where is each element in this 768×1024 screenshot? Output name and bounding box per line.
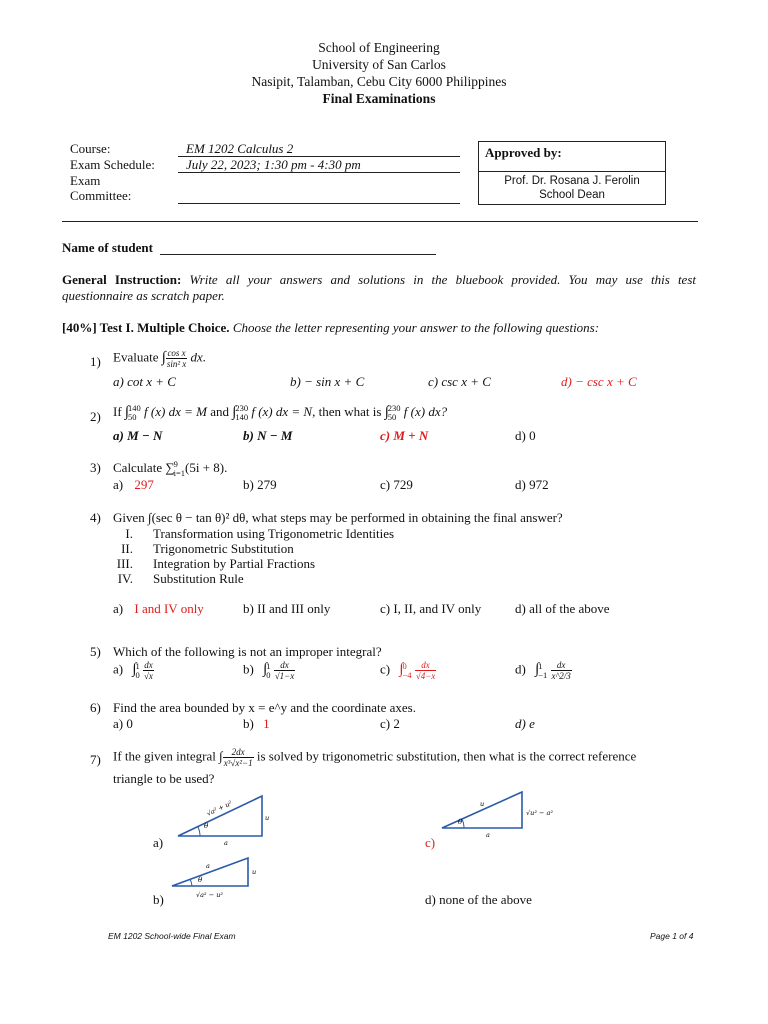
q2-option-a: a) M − N xyxy=(113,428,163,443)
committee-underline xyxy=(178,203,460,204)
q4-item-3-text: Integration by Partial Fractions xyxy=(153,556,316,571)
q7-option-c: c) xyxy=(425,835,436,850)
integral-sign: ∫ xyxy=(232,404,237,420)
option-label: d) xyxy=(515,661,526,677)
q7-integrand xyxy=(223,747,254,768)
tri-b-side: u xyxy=(252,868,257,876)
integral-sign: ∫ xyxy=(535,661,540,678)
tri-b-angle: θ xyxy=(198,876,203,884)
q2-option-d: d) 0 xyxy=(515,428,536,443)
angle-arc xyxy=(198,827,200,836)
dean-role: School Dean xyxy=(539,189,605,201)
q6-option-d: d) e xyxy=(515,716,535,731)
course-label: Course: xyxy=(70,141,111,156)
q2-stem xyxy=(113,404,447,422)
upper-limit: 1 xyxy=(266,660,271,671)
test1-description: Choose the letter representing your answer to the following questions: xyxy=(232,320,600,335)
tri-a-hyp: √a² + u² xyxy=(205,799,234,818)
q6-number: 6) xyxy=(90,700,101,715)
integrand xyxy=(274,660,296,681)
test1-heading xyxy=(62,320,599,336)
option-value: 1 xyxy=(263,716,270,731)
q1-numerator: cos x xyxy=(167,348,186,358)
angle-arc xyxy=(190,879,192,886)
q2-option-c: c) M + N xyxy=(380,428,429,443)
denominator: x^2/3 xyxy=(551,671,571,681)
denominator: √x xyxy=(143,671,153,681)
numerator: dx xyxy=(551,660,572,671)
test1-weight: [40%] Test I. Multiple Choice. xyxy=(62,320,230,335)
q5-option-b xyxy=(243,660,295,681)
numerator: 2dx xyxy=(223,747,254,758)
school-name: School of Engineering xyxy=(318,40,440,55)
q1-option-b: b) − sin x + C xyxy=(290,374,365,389)
q2-limits-2 xyxy=(235,404,248,422)
tri-a-base: a xyxy=(224,839,228,847)
integral-sign: ∫ xyxy=(399,661,404,678)
option-label: a) xyxy=(113,601,124,616)
q7-stem xyxy=(113,747,636,768)
committee-label-2: Committee: xyxy=(70,188,132,203)
triangle-b-diagram xyxy=(168,852,268,900)
committee-label-1: Exam xyxy=(70,173,101,188)
q2-option-b: b) N − M xyxy=(243,428,293,443)
option-label: b) xyxy=(243,716,254,731)
q3-number: 3) xyxy=(90,460,101,475)
q3-tail: (5i + 8). xyxy=(185,460,228,475)
q6-option-a: a) 0 xyxy=(113,716,133,731)
q7-option-b: b) xyxy=(153,892,164,907)
q3-stem xyxy=(113,460,227,478)
q7-number: 7) xyxy=(90,752,101,767)
q1-option-c: c) csc x + C xyxy=(428,374,491,389)
tri-c-side: √u² − a² xyxy=(526,809,553,817)
limits xyxy=(538,662,547,680)
dean-name: Prof. Dr. Rosana J. Ferolin xyxy=(504,175,640,187)
q5-number: 5) xyxy=(90,644,101,659)
q3-option-d: d) 972 xyxy=(515,477,549,492)
lower-limit: −1 xyxy=(538,669,548,680)
tri-c-hyp: u xyxy=(480,800,485,808)
q2-expr-3: f (x) dx? xyxy=(403,404,448,419)
upper-limit: 1 xyxy=(135,660,140,671)
q4-item-1-roman: I. xyxy=(125,526,133,541)
q5-option-a xyxy=(113,660,154,681)
q2-if: If xyxy=(113,404,122,419)
numerator: dx xyxy=(274,660,296,671)
exam-title: Final Examinations xyxy=(322,91,436,106)
q4-item-2-text: Trigonometric Substitution xyxy=(153,541,294,556)
course-value: EM 1202 Calculus 2 xyxy=(186,141,294,156)
integrand xyxy=(415,660,437,681)
q3-bounds xyxy=(174,460,185,478)
q7-text-1: If the given integral ∫ xyxy=(113,748,223,764)
upper-limit: 0 xyxy=(402,660,407,671)
q2-number: 2) xyxy=(90,409,101,424)
address: Nasipit, Talamban, Cebu City 6000 Philippines xyxy=(251,74,507,89)
q1-number: 1) xyxy=(90,354,101,369)
q7-stem-line-2: triangle to be used? xyxy=(113,771,215,786)
integrand xyxy=(551,660,572,681)
lower-limit: 0 xyxy=(266,669,271,680)
integral-sign: ∫ xyxy=(263,661,268,678)
lower-limit: 50 xyxy=(387,412,397,423)
denominator: √1−x xyxy=(274,671,295,681)
q6-option-c: c) 2 xyxy=(380,716,400,731)
header-divider xyxy=(62,221,698,222)
angle-arc xyxy=(462,819,464,828)
q4-item-1-text: Transformation using Trigonometric Identities xyxy=(153,526,395,541)
q2-then: , then what is xyxy=(312,404,382,419)
triangle-a-diagram xyxy=(168,790,278,847)
approval-title: Approved by: xyxy=(479,142,665,172)
triangle-b-shape xyxy=(172,858,248,886)
integral-sign: ∫ xyxy=(161,349,166,366)
option-label: a) xyxy=(113,661,124,677)
q4-option-a xyxy=(113,601,204,617)
footer-left: EM 1202 School-wide Final Exam xyxy=(108,931,236,941)
q6-stem: Find the area bounded by x = e^y and the coordinate axes. xyxy=(113,700,416,715)
tri-c-angle: θ xyxy=(458,818,463,826)
denominator: √4−x xyxy=(415,671,436,681)
lower-bound: i=1 xyxy=(173,468,186,479)
tri-b-base: √a² − u² xyxy=(196,891,223,899)
q2-and: and xyxy=(210,404,229,419)
lower-limit: 0 xyxy=(135,669,140,680)
approval-signatory xyxy=(479,172,665,202)
tri-a-side: u xyxy=(265,814,270,822)
integral-sign: ∫ xyxy=(124,404,130,420)
option-label: c) xyxy=(380,661,391,677)
limits xyxy=(135,662,139,680)
triangle-a-shape xyxy=(178,796,262,836)
q3-option-a xyxy=(113,477,154,493)
numerator: dx xyxy=(415,660,437,671)
q4-item-4-roman: IV. xyxy=(117,571,133,586)
q2-expr-2: f (x) dx = N xyxy=(251,404,313,419)
triangle-c-shape xyxy=(442,792,522,828)
q2-limits-1 xyxy=(128,404,141,422)
instruction-label: General Instruction: xyxy=(62,272,182,287)
lower-limit: −4 xyxy=(402,669,412,680)
schedule-underline xyxy=(178,172,460,173)
q4-option-c: c) I, II, and IV only xyxy=(380,601,482,616)
q3-option-c: c) 729 xyxy=(380,477,413,492)
q1-fraction xyxy=(166,348,187,369)
q4-item-3-roman: III. xyxy=(116,556,133,571)
q1-denominator: sin² x xyxy=(166,359,187,369)
option-label: a) xyxy=(113,477,124,492)
option-label: b) xyxy=(243,661,254,677)
limits xyxy=(402,662,411,680)
numerator: dx xyxy=(144,660,153,670)
limits xyxy=(266,662,270,680)
tri-a-angle: θ xyxy=(204,822,209,830)
option-value: I and IV only xyxy=(134,601,204,616)
q1-text: Evaluate xyxy=(113,349,159,365)
q5-option-c xyxy=(380,660,436,681)
q4-number: 4) xyxy=(90,510,101,525)
denominator: x³√x²−1 xyxy=(223,758,253,768)
q3-option-b: b) 279 xyxy=(243,477,277,492)
integral-sign: ∫ xyxy=(132,661,137,678)
q5-option-d xyxy=(515,660,572,681)
q1-tail: dx. xyxy=(190,349,207,365)
q5-stem: Which of the following is not an improper integral? xyxy=(113,644,382,659)
q1-option-d: d) − csc x + C xyxy=(561,374,637,389)
lower-limit: 50 xyxy=(128,412,137,423)
upper-limit: 230 xyxy=(235,403,249,414)
q4-option-d: d) all of the above xyxy=(515,601,610,616)
footer-page-number: Page 1 of 4 xyxy=(650,931,694,941)
schedule-value: July 22, 2023; 1:30 pm - 4:30 pm xyxy=(186,157,361,172)
upper-bound: 9 xyxy=(173,459,178,470)
instruction-line-1 xyxy=(62,272,696,288)
q2-expr-1: f (x) dx = M xyxy=(144,404,207,419)
instruction-line-2: questionnaire as scratch paper. xyxy=(62,288,225,303)
q1-stem xyxy=(113,348,206,369)
option-value: 297 xyxy=(134,477,154,492)
q6-option-b xyxy=(243,716,270,732)
q2-limits-3 xyxy=(388,404,401,422)
integral-sign: ∫ xyxy=(384,404,389,420)
student-name-field[interactable] xyxy=(160,254,436,255)
upper-limit: 1 xyxy=(538,660,543,671)
triangle-c-diagram xyxy=(436,788,566,840)
q7-option-d: d) none of the above xyxy=(425,892,532,907)
lower-limit: 140 xyxy=(235,412,249,423)
q1-option-a: a) cot x + C xyxy=(113,374,176,389)
student-name-label: Name of student xyxy=(62,240,153,255)
tri-b-hyp: a xyxy=(206,862,210,870)
upper-limit: 230 xyxy=(387,403,401,414)
university-name: University of San Carlos xyxy=(312,57,446,72)
q3-text: Calculate ∑ xyxy=(113,460,175,475)
q7-option-a: a) xyxy=(153,835,164,850)
q7-text-2: is solved by trigonometric substitution, then what is the correct reference xyxy=(256,748,637,764)
upper-limit: 140 xyxy=(128,403,141,414)
schedule-label: Exam Schedule: xyxy=(70,157,155,172)
q4-item-2-roman: II. xyxy=(121,541,133,556)
instruction-text: Write all your answers and solutions in the bluebook provided. You may use this test xyxy=(189,272,696,287)
approval-box xyxy=(478,141,666,205)
tri-c-base: a xyxy=(486,831,490,839)
integrand xyxy=(143,660,154,681)
q4-option-b: b) II and III only xyxy=(243,601,331,616)
q4-stem: Given ∫(sec θ − tan θ)² dθ, what steps may be performed in obtaining the final answer? xyxy=(113,510,563,525)
q4-item-4-text: Substitution Rule xyxy=(153,571,244,586)
